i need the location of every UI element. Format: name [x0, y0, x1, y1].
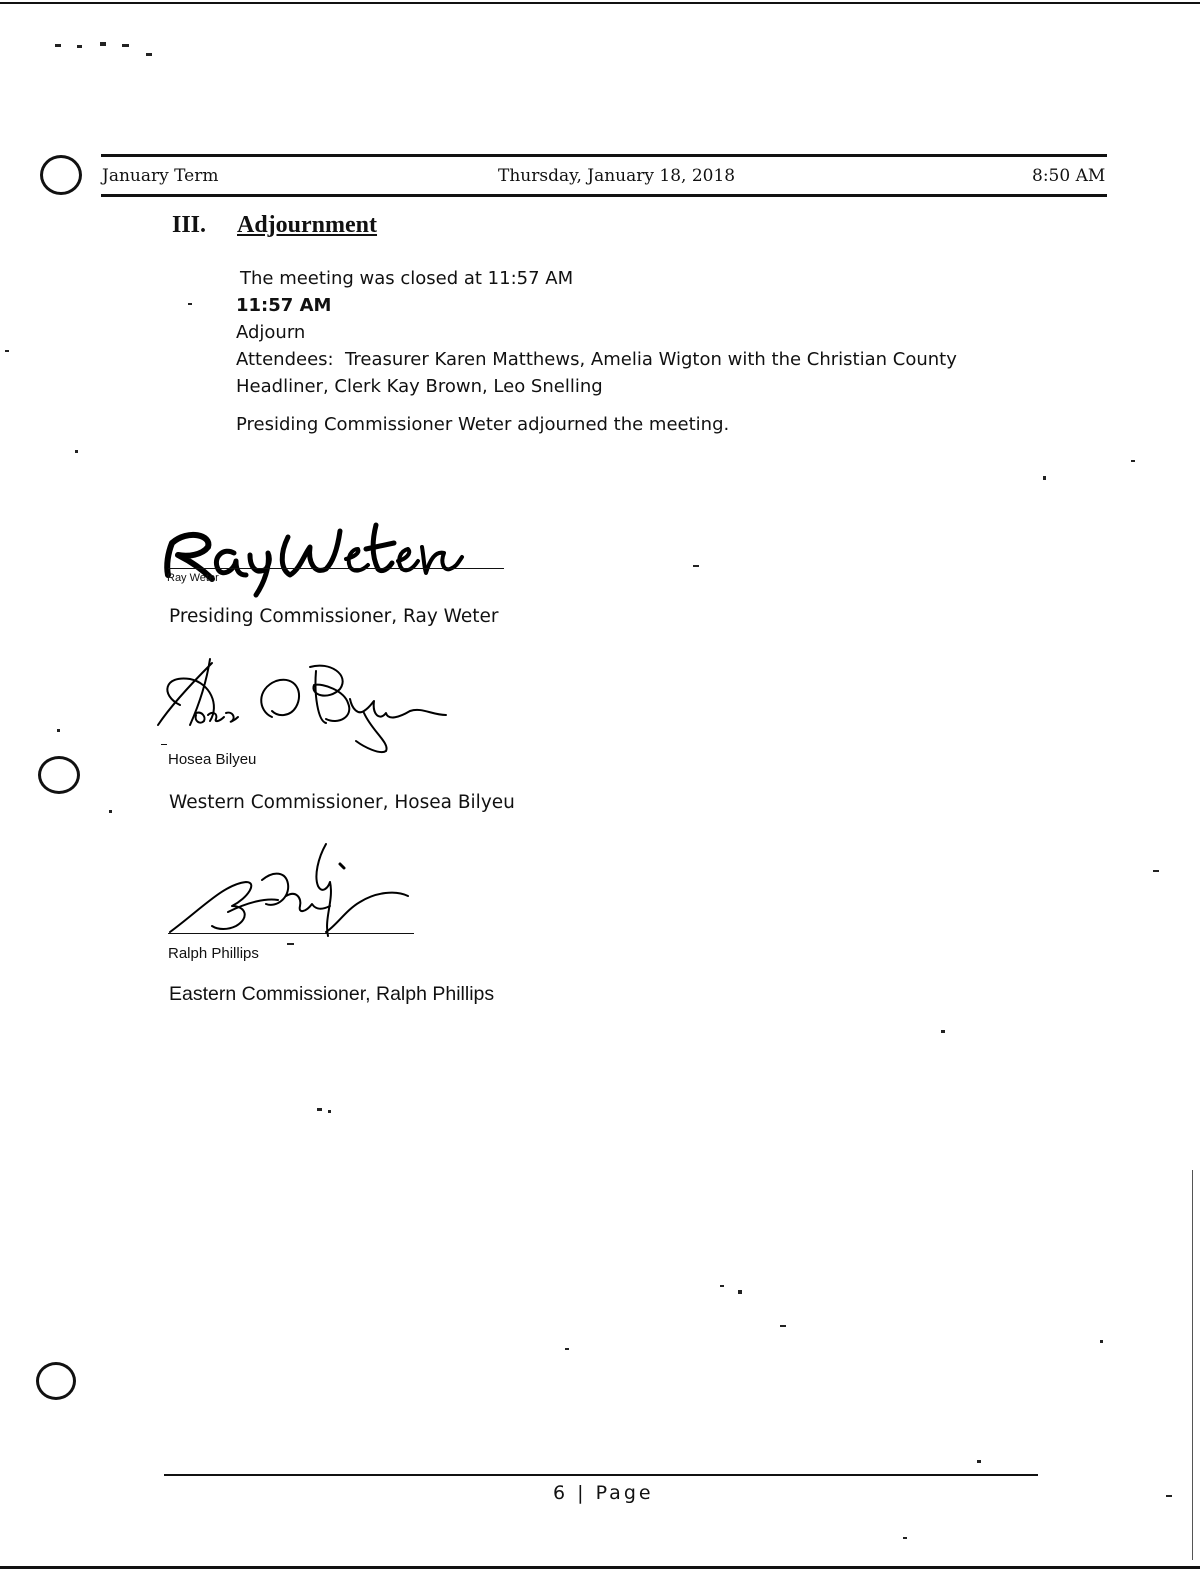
signature-line-3	[168, 933, 414, 934]
printed-name-2: Hosea Bilyeu	[168, 751, 257, 768]
scan-speck	[100, 42, 106, 46]
scan-speck	[720, 1285, 724, 1287]
role-2: Western Commissioner, Hosea Bilyeu	[169, 792, 515, 813]
signature-line-2	[161, 744, 167, 745]
scan-speck	[738, 1290, 742, 1294]
page-number: 6 | Page	[553, 1482, 654, 1504]
header-date: Thursday, January 18, 2018	[498, 166, 736, 186]
printed-name-1: Ray Weter	[167, 572, 219, 584]
punch-hole-top	[40, 155, 82, 195]
closing-statement: Presiding Commissioner Weter adjourned the meeting.	[236, 414, 730, 435]
scan-speck	[75, 450, 78, 453]
scan-speck	[188, 303, 192, 305]
scan-speck	[1100, 1340, 1103, 1343]
closed-time: 11:57 AM	[236, 295, 332, 316]
header-bottom-rule	[101, 194, 1107, 197]
section-title: Adjournment	[237, 212, 378, 238]
scan-speck	[977, 1460, 981, 1463]
header-term: January Term	[102, 166, 219, 186]
action-line: Adjourn	[236, 322, 306, 343]
bottom-border	[0, 1566, 1200, 1569]
scan-speck	[780, 1325, 786, 1327]
signature-hosea-bilyeu	[150, 655, 460, 755]
signature-line-1	[168, 568, 504, 569]
role-3: Eastern Commissioner, Ralph Phillips	[169, 983, 495, 1005]
printed-name-3: Ralph Phillips	[168, 945, 259, 962]
scan-speck	[1131, 460, 1135, 462]
scan-speck	[693, 565, 699, 567]
scan-speck	[1166, 1495, 1172, 1497]
scan-speck	[1153, 870, 1159, 872]
scan-speck	[122, 44, 129, 47]
scan-speck	[57, 729, 60, 732]
header-top-rule	[101, 154, 1107, 157]
scan-speck	[1043, 476, 1046, 480]
punch-hole-bottom	[36, 1362, 76, 1400]
scan-speck	[55, 44, 61, 47]
scan-speck	[77, 45, 82, 48]
role-1: Presiding Commissioner, Ray Weter	[169, 606, 499, 627]
scan-speck	[5, 350, 9, 352]
footer-rule	[164, 1474, 1038, 1476]
attendees-line-2: Headliner, Clerk Kay Brown, Leo Snelling	[236, 376, 603, 397]
scan-speck	[941, 1030, 945, 1033]
scan-speck	[903, 1537, 907, 1539]
section-number: III.	[172, 212, 207, 238]
scan-speck	[328, 1110, 331, 1113]
attendees-line-1: Attendees: Treasurer Karen Matthews, Amelia Wigton with the Christian County	[236, 349, 957, 370]
scan-speck	[565, 1348, 569, 1350]
signature-ray-weter	[150, 495, 510, 605]
scan-speck	[317, 1108, 322, 1111]
right-edge	[1192, 1170, 1193, 1560]
scan-speck	[287, 943, 294, 945]
punch-hole-middle	[38, 756, 80, 794]
header-time: 8:50 AM	[1032, 166, 1106, 186]
scan-speck	[109, 810, 112, 813]
scan-speck	[146, 53, 152, 56]
top-border	[0, 2, 1200, 4]
closed-line: The meeting was closed at 11:57 AM	[240, 268, 574, 289]
